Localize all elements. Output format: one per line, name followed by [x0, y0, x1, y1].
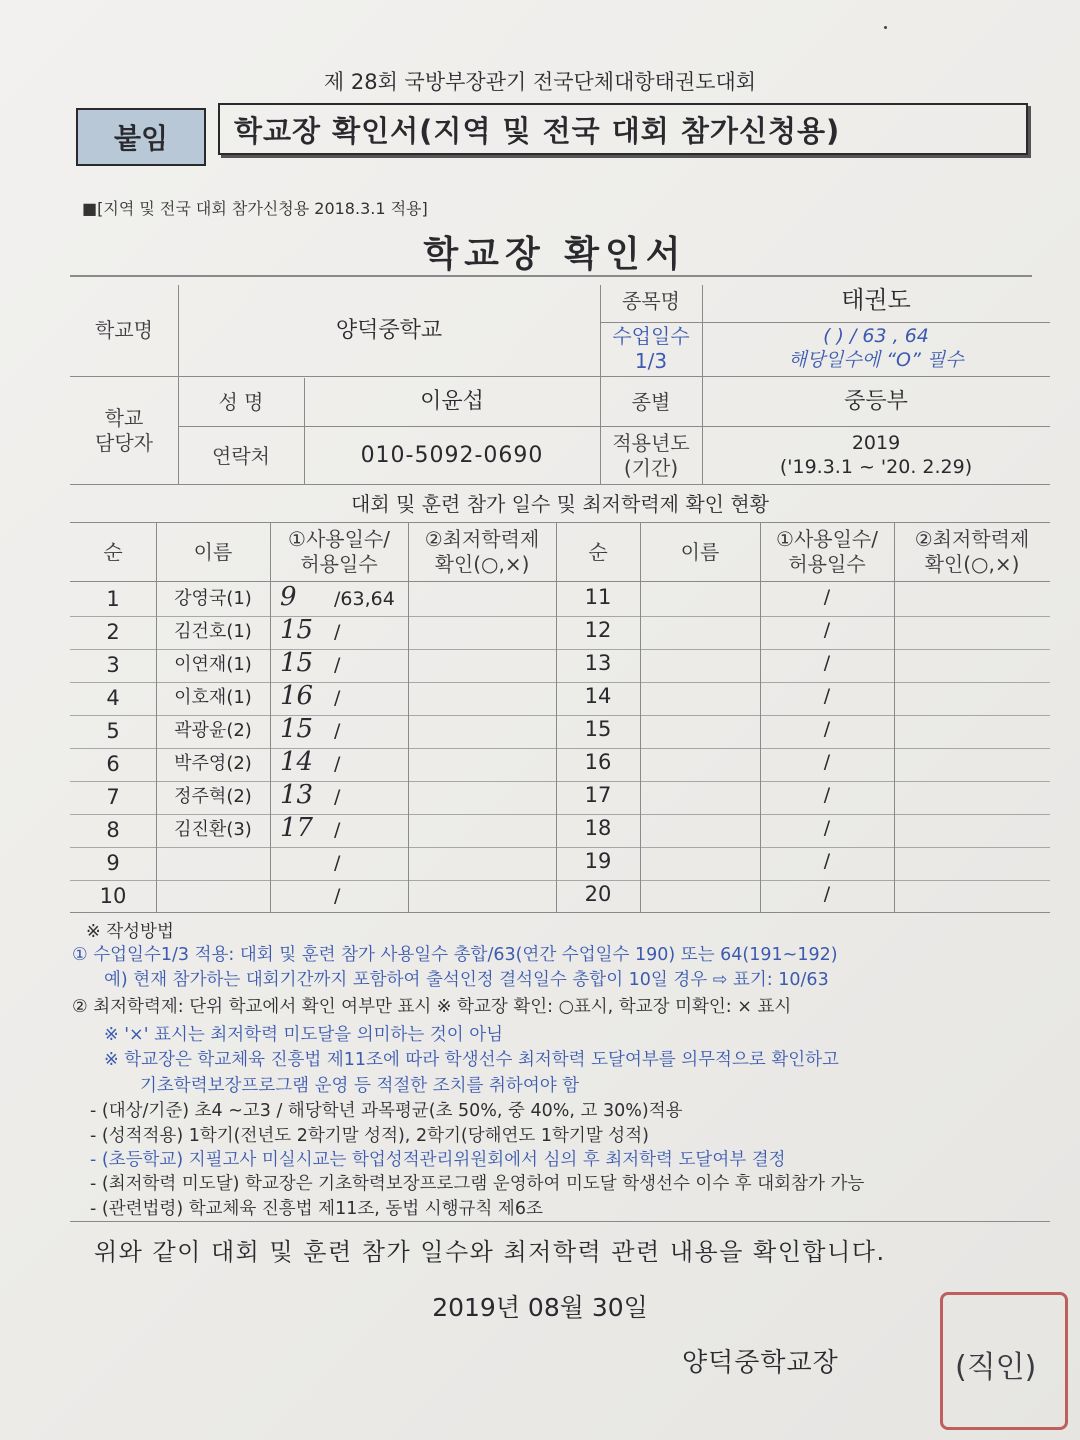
manager-label: [70, 378, 178, 484]
used-days: 15: [280, 714, 314, 745]
days-label-line2: 1/3: [634, 349, 668, 373]
detail-1: - (대상/기준) 초4 ~고3 / 해당학년 과목평균(초 50%, 중 40%, 고 30%)적용: [90, 1101, 683, 1121]
allowed-days: /: [334, 686, 341, 709]
col-min-right-line2: 확인(○,×): [924, 552, 1020, 576]
used-days: 9: [280, 582, 297, 613]
days-value-line2: 해당일수에 “O” 필수: [788, 349, 964, 371]
allowed-days: /: [823, 618, 831, 641]
principal-name: 양덕중학교장: [682, 1348, 839, 1378]
col-order-left: 순: [103, 539, 123, 564]
col-name-left: 이름: [193, 539, 233, 564]
year-label-line2: (기간): [623, 456, 679, 480]
col-days-right-line1: ①사용일수/: [776, 527, 878, 551]
col-min-right: [894, 523, 1050, 581]
col-days-left: [270, 523, 408, 581]
allowed-days: /: [334, 653, 341, 676]
allowed-days: /: [334, 818, 341, 841]
row-number: 4: [106, 686, 120, 711]
contact-label: 연락처: [212, 443, 270, 468]
col-min-left: [408, 523, 556, 581]
row-number: 14: [584, 684, 612, 709]
allowed-days: /: [823, 849, 831, 872]
allowed-days: /63,64: [334, 587, 395, 610]
allowed-days: /: [823, 717, 831, 740]
row-number: 1: [106, 587, 120, 612]
allowed-days: /: [334, 884, 341, 907]
contact-value: 010-5092-0690: [360, 443, 544, 469]
student-name: 김진환(3): [174, 819, 252, 841]
name-label: 성 명: [218, 389, 264, 414]
days-value-line1: ( ) / 63 , 64: [823, 325, 929, 348]
used-days: 16: [280, 681, 314, 712]
row-number: 17: [584, 783, 612, 808]
manager-label-line2: 담당자: [95, 431, 153, 455]
sub-note: ■[지역 및 전국 대회 참가신청용 2018.3.1 적용]: [82, 199, 428, 218]
student-name: [156, 880, 270, 913]
row-number: 7: [106, 785, 120, 810]
year-label-line1: 적용년도: [612, 431, 690, 455]
used-days: 15: [280, 615, 314, 646]
note-1a: ① 수업일수1/3 적용: 대회 및 훈련 참가 사용일수 총합/63(연간 수업일수 190) 또는 64(191~192): [72, 945, 838, 965]
days-value: [702, 322, 1050, 376]
student-name: 곽광윤(2): [174, 720, 252, 742]
year-value-line1: 2019: [851, 432, 901, 455]
allowed-days: /: [334, 620, 341, 643]
issue-date: 2019년 08월 30일: [432, 1293, 648, 1322]
row-number: 9: [106, 851, 120, 876]
days-label-line1: 수업일수: [612, 324, 690, 348]
allowed-days: /: [334, 752, 341, 775]
attachment-badge: 붙임: [76, 108, 206, 166]
note-1b: 예) 현재 참가하는 대회기간까지 포함하여 출석인정 결석일수 총합이 10일 경우 ⇨ 표기: 10/63: [104, 970, 829, 990]
col-min-left-line2: 확인(○,×): [434, 552, 530, 576]
school-value: 양덕중학교: [335, 318, 443, 344]
used-days: [280, 878, 330, 911]
seal-label: (직인): [955, 1350, 1037, 1385]
student-name: 이호재(1): [174, 687, 252, 709]
allowed-days: /: [823, 750, 831, 773]
student-name: 박주영(2): [174, 753, 252, 775]
sport-value: 태권도: [841, 286, 911, 314]
days-label: [600, 322, 702, 376]
student-name: 정주혁(2): [174, 786, 252, 808]
used-days: 17: [280, 813, 314, 844]
used-days: [280, 845, 330, 878]
notes-heading: ※ 작성방법: [86, 922, 174, 942]
division-label: 종별: [631, 389, 671, 414]
student-name: 김건호(1): [174, 621, 252, 643]
student-name: 강영국(1): [174, 588, 252, 610]
allowed-days: /: [823, 783, 831, 806]
table-title: 대회 및 훈련 참가 일수 및 최저학력제 확인 현황: [351, 491, 769, 516]
row-number: 6: [106, 752, 120, 777]
allowed-days: /: [823, 684, 831, 707]
student-name: [156, 847, 270, 880]
row-number: 16: [584, 750, 612, 775]
name-value: 이윤섭: [420, 389, 484, 415]
division-value: 중등부: [844, 389, 908, 415]
allowed-days: /: [334, 785, 341, 808]
col-order-right: 순: [588, 539, 608, 564]
col-min-right-line1: ②최저학력제: [914, 527, 1030, 551]
allowed-days: /: [823, 882, 831, 905]
speck: [884, 26, 887, 29]
detail-2: - (성적적용) 1학기(전년도 2학기말 성적), 2학기(당해연도 1학기말 성적): [90, 1126, 649, 1146]
note-2b: ※ '×' 표시는 최저학력 미도달을 의미하는 것이 아님: [104, 1025, 504, 1045]
document-title: 학교장 확인서: [423, 234, 687, 275]
row-number: 11: [584, 585, 612, 610]
row-number: 13: [584, 651, 612, 676]
row-number: 18: [584, 816, 612, 841]
allowed-days: /: [334, 851, 341, 874]
row-number: 20: [584, 882, 612, 907]
student-name: 이연재(1): [174, 654, 252, 676]
note-2a: ② 최저학력제: 단위 학교에서 확인 여부만 표시 ※ 학교장 확인: ○표시, 학교장 미확인: × 표시: [72, 997, 792, 1017]
row-number: 3: [106, 653, 120, 678]
col-days-left-line2: 허용일수: [300, 552, 378, 576]
year-value: [702, 428, 1050, 484]
school-label: 학교명: [95, 317, 153, 342]
allowed-days: /: [823, 651, 831, 674]
col-days-left-line1: ①사용일수/: [288, 527, 390, 551]
manager-label-line1: 학교: [104, 406, 144, 430]
year-value-line2: ('19.3.1 ~ '20. 2.29): [779, 456, 973, 478]
allowed-days: /: [823, 585, 831, 608]
used-days: 14: [280, 747, 314, 778]
used-days: 15: [280, 648, 314, 679]
event-title: 제 28회 국방부장관기 전국단체대항태권도대회: [323, 70, 757, 94]
detail-5: - (관련법령) 학교체육 진흥법 제11조, 동법 시행규칙 제6조: [90, 1199, 543, 1219]
note-2d: 기초학력보장프로그램 운영 등 적절한 조치를 취하여야 함: [140, 1076, 580, 1096]
row-number: 12: [584, 618, 612, 643]
row-number: 10: [99, 884, 127, 909]
col-days-right-line2: 허용일수: [788, 552, 866, 576]
row-number: 19: [584, 849, 612, 874]
row-number: 2: [106, 620, 120, 645]
col-min-left-line1: ②최저학력제: [424, 527, 540, 551]
detail-4: - (최저학력 미도달) 학교장은 기초학력보장프로그램 운영하여 미도달 학생선수 이수 후 대회참가 가능: [90, 1174, 865, 1194]
col-days-right: [760, 523, 894, 581]
row-number: 15: [584, 717, 612, 742]
allowed-days: /: [334, 719, 341, 742]
confirmation-statement: 위와 같이 대회 및 훈련 참가 일수와 최저학력 관련 내용을 확인합니다.: [94, 1238, 886, 1266]
detail-3: - (초등학교) 지필고사 미실시교는 학업성적관리위원회에서 심의 후 최저학력 도달여부 결정: [90, 1150, 786, 1170]
row-number: 5: [106, 719, 120, 744]
year-label: [600, 428, 702, 484]
allowed-days: /: [823, 816, 831, 839]
row-number: 8: [106, 818, 120, 843]
header-box: 학교장 확인서(지역 및 전국 대회 참가신청용): [218, 103, 1028, 155]
col-name-right: 이름: [680, 539, 720, 564]
sport-label: 종목명: [622, 288, 680, 313]
note-2c: ※ 학교장은 학교체육 진흥법 제11조에 따라 학생선수 최저학력 도달여부를 의무적으로 확인하고: [104, 1050, 839, 1070]
used-days: 13: [280, 780, 314, 811]
